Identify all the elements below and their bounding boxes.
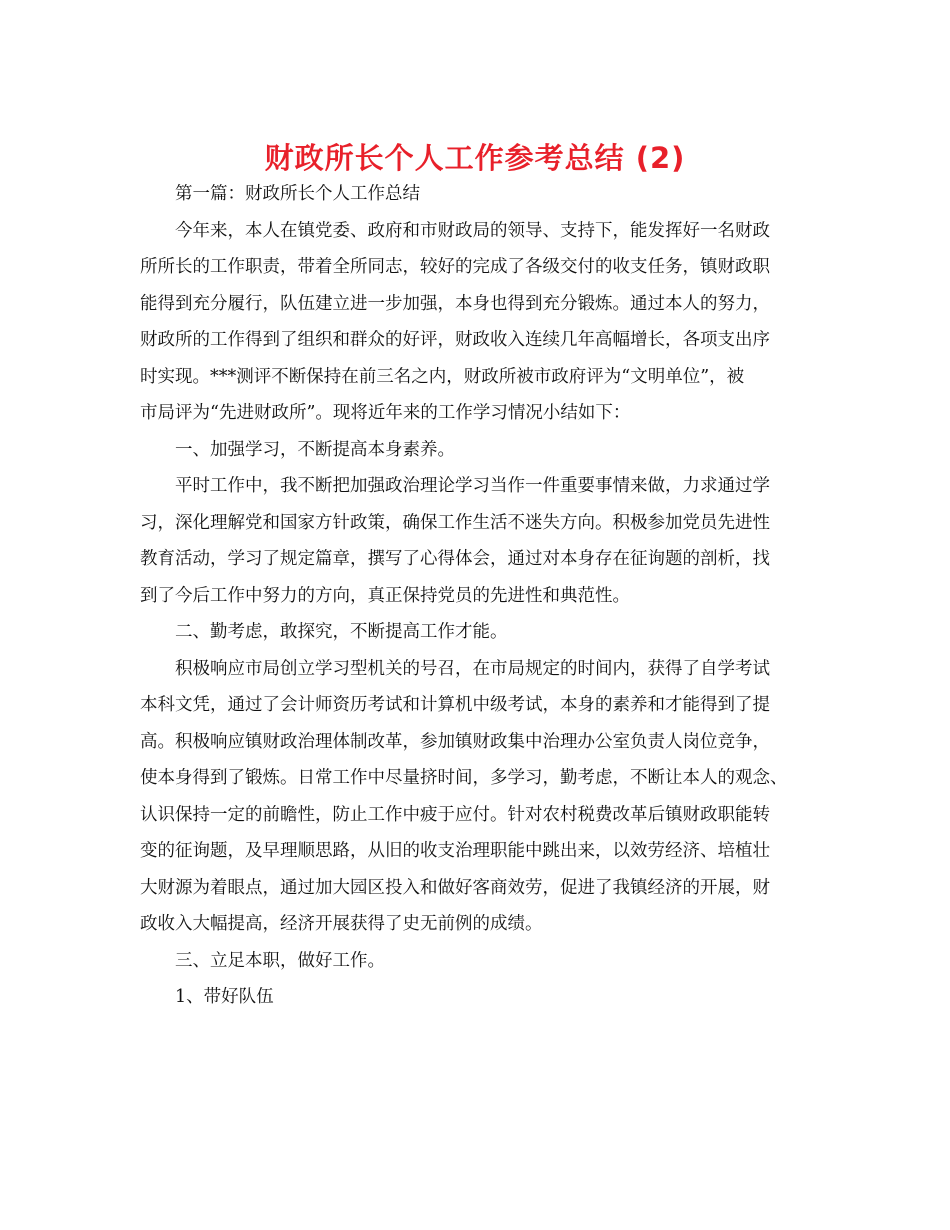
text-line: 大财源为着眼点，通过加大园区投入和做好客商效劳，促进了我镇经济的开展，财 bbox=[140, 877, 770, 898]
text-line: 变的征询题，及早理顺思路，从旧的收支治理职能中跳出来，以效劳经济、培植壮 bbox=[140, 841, 770, 861]
text-line: 所所长的工作职责，带着全所同志，较好的完成了各级交付的收支任务，镇财政职 bbox=[140, 257, 770, 277]
text-line: 时实现。***测评不断保持在前三名之内，财政所被市政府评为“文明单位”，被 bbox=[140, 366, 745, 387]
text-line: 财政所的工作得到了组织和群众的好评，财政收入连续几年高幅增长，各项支出序 bbox=[140, 330, 770, 350]
text-line: 积极响应市局创立学习型机关的号召，在市局规定的时间内，获得了自学考试 bbox=[175, 658, 770, 679]
text-line: 政收入大幅提高，经济开展获得了史无前例的成绩。 bbox=[140, 914, 543, 934]
text-line: 使本身得到了锻炼。日常工作中尽量挤时间，多学习，勤考虑，不断让本人的观念、 bbox=[140, 768, 788, 788]
text-line: 认识保持一定的前瞻性，防止工作中疲于应付。针对农村税费改革后镇财政职能转 bbox=[140, 804, 770, 825]
text-line: 第一篇：财政所长个人工作总结 bbox=[175, 184, 420, 204]
text-line: 平时工作中，我不断把加强政治理论学习当作一件重要事情来做，力求通过学 bbox=[175, 476, 770, 496]
text-line: 教育活动，学习了规定篇章，撰写了心得体会，通过对本身存在征询题的剖析，找 bbox=[140, 549, 770, 569]
text-line: 习，深化理解党和国家方针政策，确保工作生活不迷失方向。积极参加党员先进性 bbox=[140, 512, 770, 533]
document-body bbox=[140, 176, 816, 1016]
document-title: 财政所长个人工作参考总结 (2) bbox=[264, 141, 686, 175]
text-line: 本科文凭，通过了会计师资历考试和计算机中级考试，本身的素养和才能得到了提 bbox=[140, 695, 770, 715]
text-line: 今年来，本人在镇党委、政府和市财政局的领导、支持下，能发挥好一名财政 bbox=[175, 220, 770, 241]
text-line: 三、立足本职，做好工作。 bbox=[175, 950, 385, 971]
text-line: 到了今后工作中努力的方向，真正保持党员的先进性和典范性。 bbox=[140, 585, 630, 606]
text-line: 市局评为“先进财政所”。现将近年来的工作学习情况小结如下： bbox=[140, 403, 631, 423]
text-line: 二、勤考虑，敢探究，不断提高工作才能。 bbox=[175, 622, 508, 642]
text-line: 高。积极响应镇财政治理体制改革，参加镇财政集中治理办公室负责人岗位竞争， bbox=[140, 731, 770, 752]
text-line: 能得到充分履行，队伍建立进一步加强，本身也得到充分锻炼。通过本人的努力， bbox=[140, 293, 770, 314]
text-line: 1、带好队伍 bbox=[175, 987, 274, 1007]
text-line: 一、加强学习，不断提高本身素养。 bbox=[175, 439, 455, 460]
